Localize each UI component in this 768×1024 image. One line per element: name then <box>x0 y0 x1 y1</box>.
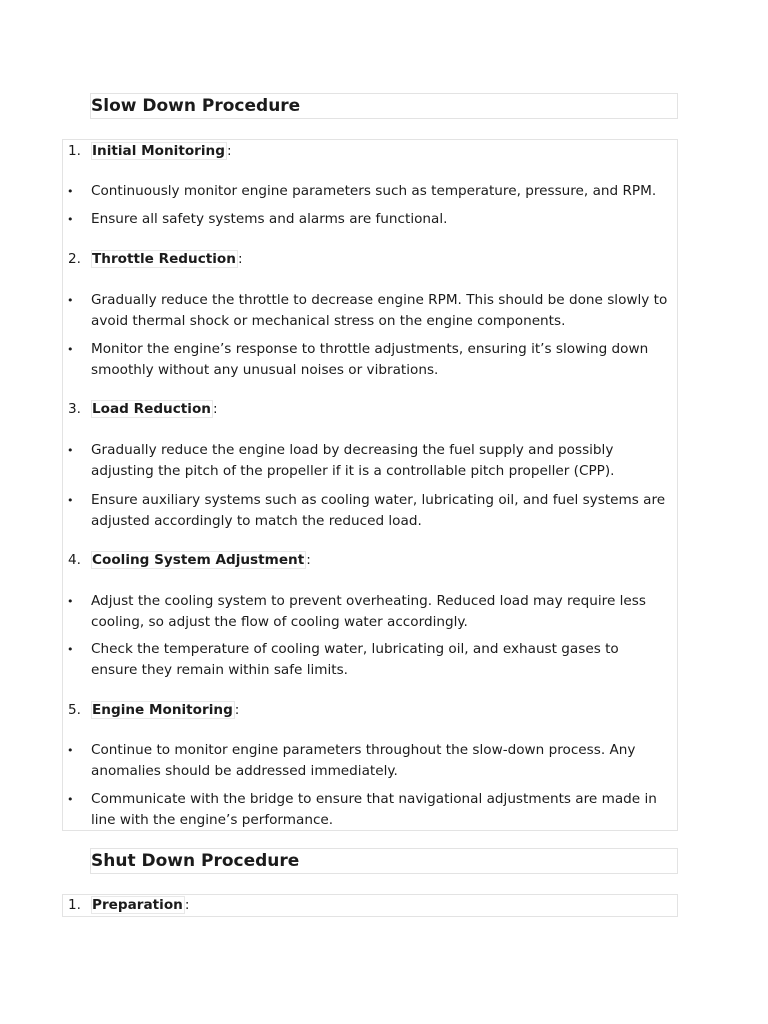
step-number: 1. <box>68 897 81 913</box>
step-title: Engine Monitoring <box>92 702 233 718</box>
section-heading-box <box>90 93 678 119</box>
bullet-icon: • <box>67 185 74 198</box>
step-title: Load Reduction <box>92 401 211 417</box>
procedure-list <box>62 139 678 831</box>
bullet-icon: • <box>67 494 74 507</box>
step-title: Cooling System Adjustment <box>92 552 305 568</box>
step-suffix: : <box>234 702 240 718</box>
step-number: 3. <box>68 401 81 417</box>
step-suffix: : <box>306 552 311 568</box>
bullet-icon: • <box>67 793 74 806</box>
bullet-text: Monitor the engine’s response to throttle adjustments, ensuring it’s slowing down smoothly without any unusual noises or vibrations. <box>91 341 649 378</box>
bullet-icon: • <box>67 595 74 608</box>
step-suffix: : <box>237 251 243 267</box>
section-heading-box <box>90 848 678 874</box>
bullet-text: Ensure all safety systems and alarms are functional. <box>91 211 448 227</box>
bullet-text: Continue to monitor engine parameters throughout the slow-down process. Any anomalies should be addressed immediately. <box>91 742 636 779</box>
bullet-text: Ensure auxiliary systems such as cooling water, lubricating oil, and fuel systems are adjusted accordingly to match the reduced load. <box>91 492 666 529</box>
step-suffix: : <box>212 401 218 417</box>
bullet-text: Communicate with the bridge to ensure that navigational adjustments are made in line with the engine’s performance. <box>91 791 657 828</box>
step-number: 5. <box>68 702 81 718</box>
bullet-text: Gradually reduce the throttle to decrease engine RPM. This should be done slowly to avoid thermal shock or mechanical stress on the engine components. <box>91 292 668 329</box>
step-title: Throttle Reduction <box>92 251 236 267</box>
bullet-text: Adjust the cooling system to prevent overheating. Reduced load may require less cooling, so adjust the flow of cooling water accordingly. <box>91 593 646 630</box>
bullet-text: Gradually reduce the engine load by decreasing the fuel supply and possibly adjusting the pitch of the propeller if it is a controllable pitch propeller (CPP). <box>91 442 615 479</box>
step-number: 2. <box>68 251 81 267</box>
bullet-icon: • <box>67 643 74 656</box>
section-heading: Slow Down Procedure <box>91 96 301 116</box>
bullet-icon: • <box>67 343 74 356</box>
step-title: Initial Monitoring <box>92 143 225 159</box>
bullet-icon: • <box>67 213 74 226</box>
step-suffix: : <box>184 897 190 913</box>
bullet-text: Check the temperature of cooling water, lubricating oil, and exhaust gases to ensure they remain within safe limits. <box>91 641 619 678</box>
procedure-list <box>62 894 678 917</box>
step-number: 1. <box>68 143 81 159</box>
bullet-icon: • <box>67 294 74 307</box>
step-number: 4. <box>68 552 81 568</box>
bullet-icon: • <box>67 744 74 757</box>
step-title: Preparation <box>92 897 183 913</box>
bullet-text: Continuously monitor engine parameters such as temperature, pressure, and RPM. <box>91 183 657 199</box>
section-heading: Shut Down Procedure <box>91 851 300 871</box>
step-suffix: : <box>226 143 232 159</box>
bullet-icon: • <box>67 444 74 457</box>
